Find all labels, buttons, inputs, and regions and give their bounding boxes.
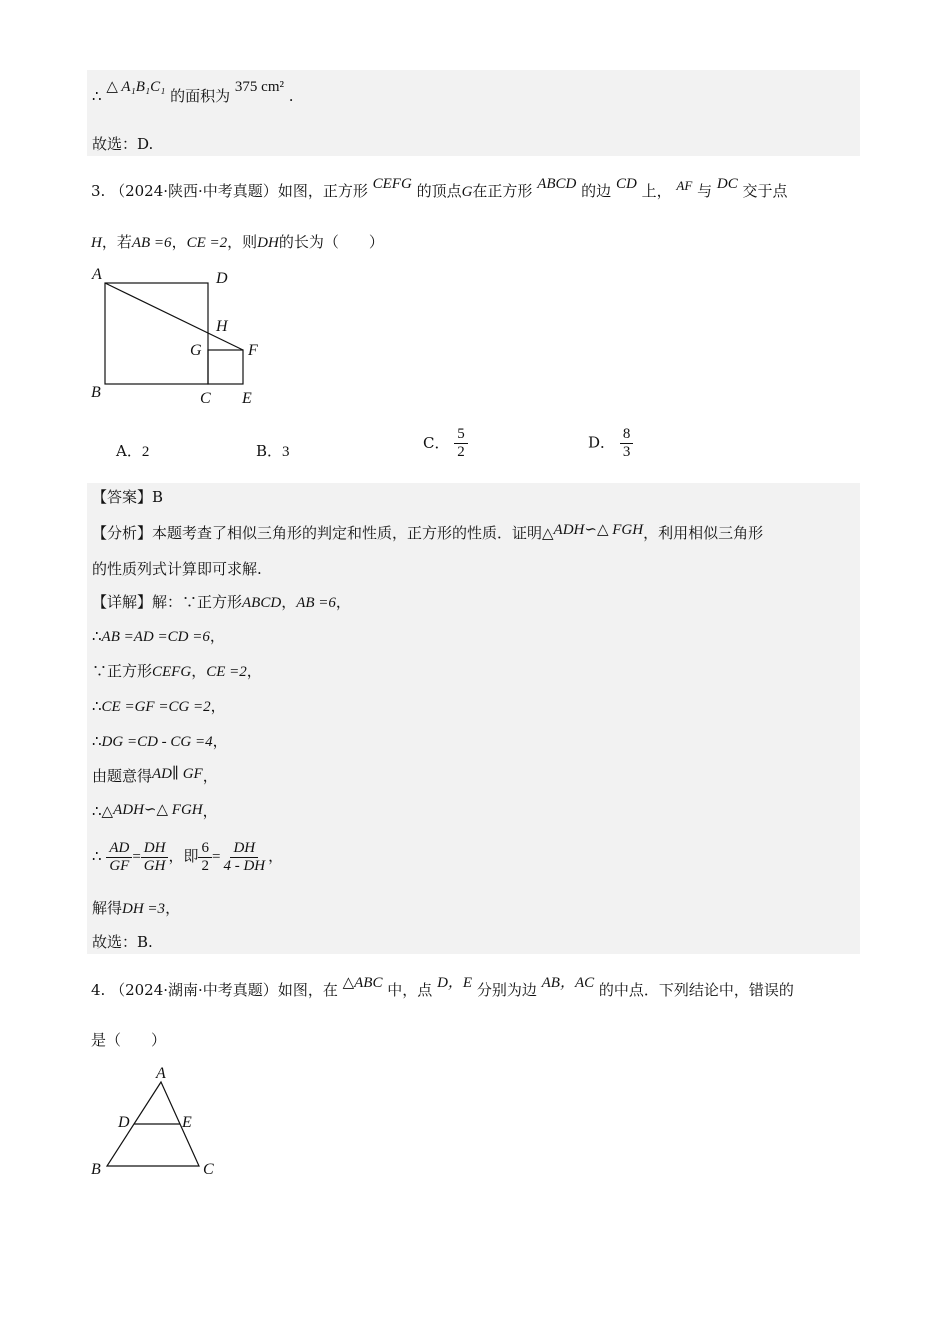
option-value: 3 bbox=[282, 444, 290, 460]
detail-math: CE =2 bbox=[206, 664, 247, 680]
q3-point-g: G bbox=[461, 184, 473, 200]
detail-math: ADH∽△ FGH bbox=[113, 802, 203, 818]
q3-text: 的边 bbox=[581, 182, 612, 200]
q3-square-abcd: ABCD bbox=[537, 176, 577, 192]
label-f: F bbox=[248, 342, 258, 359]
detail-line4 bbox=[92, 696, 226, 717]
detail-text: ， bbox=[212, 732, 228, 750]
detail-line5 bbox=[92, 731, 228, 752]
q3-figure bbox=[85, 262, 275, 412]
segment-af bbox=[105, 283, 243, 350]
square-abcd bbox=[105, 283, 208, 384]
detail-text: ， bbox=[165, 899, 181, 917]
fraction-den: GH bbox=[143, 857, 166, 874]
detail-line1 bbox=[92, 592, 351, 613]
analysis-line2: 的性质列式计算即可求解. bbox=[92, 560, 262, 578]
therefore-symbol: ∴ bbox=[92, 87, 102, 105]
q4-text: 中，点 bbox=[387, 981, 433, 999]
q3-text: 的顶点 bbox=[416, 182, 462, 200]
detail-text: ， bbox=[191, 662, 207, 680]
analysis-text: 【分析】本题考查了相似三角形的判定和性质，正方形的性质．证明△ bbox=[92, 524, 554, 542]
q3-point-h: H bbox=[91, 235, 102, 251]
detail-text: ， bbox=[335, 593, 351, 611]
detail-text: 解得 bbox=[92, 899, 123, 917]
q3-option-d[interactable] bbox=[588, 426, 633, 461]
prev-choice: 故选：D. bbox=[92, 135, 154, 153]
option-fraction bbox=[454, 426, 468, 461]
triangle-name: △ A₁B₁C₁ bbox=[106, 79, 166, 95]
label-b: B bbox=[91, 1161, 101, 1178]
detail-math: CE =GF =CG =2 bbox=[101, 699, 211, 715]
fraction-den: 2 bbox=[457, 444, 465, 460]
option-label: A． bbox=[116, 442, 142, 460]
q3-dh: DH bbox=[257, 235, 279, 251]
q4-number: 4. bbox=[91, 981, 106, 999]
detail-text: ，即 bbox=[168, 847, 199, 865]
detail-text: ， bbox=[202, 802, 218, 820]
detail-text: ∴△ bbox=[92, 802, 114, 820]
detail-math: AB =AD =CD =6 bbox=[101, 629, 210, 645]
q3-ce-value: CE =2 bbox=[186, 235, 228, 251]
q4-figure bbox=[85, 1060, 225, 1185]
fraction-ad-gf bbox=[106, 840, 132, 875]
q4-sides: AB，AC bbox=[541, 975, 595, 991]
fraction-num: DH bbox=[230, 840, 258, 858]
detail-line7 bbox=[92, 801, 218, 822]
detail-text: 【详解】解：∵正方形 bbox=[92, 593, 243, 611]
fraction-den: 2 bbox=[201, 857, 209, 874]
detail-text: ， bbox=[209, 627, 225, 645]
detail-line10: 故选：B. bbox=[92, 933, 153, 951]
q4-source: （2024·湖南·中考真题） bbox=[110, 981, 278, 999]
fraction-num: 6 bbox=[198, 840, 212, 858]
option-value: 2 bbox=[141, 444, 150, 460]
q3-square-cefg: CEFG bbox=[372, 176, 412, 192]
detail-text: ∴ bbox=[92, 847, 102, 865]
q3-solution-box bbox=[87, 483, 860, 954]
detail-text: ， bbox=[246, 662, 262, 680]
q3-text: 交于点 bbox=[742, 182, 788, 200]
label-g: G bbox=[190, 342, 202, 359]
analysis-line1 bbox=[92, 523, 763, 544]
label-c: C bbox=[203, 1161, 214, 1178]
q3-text: 上， bbox=[641, 182, 672, 200]
label-c: C bbox=[200, 390, 211, 407]
analysis-text: ，利用相似三角形 bbox=[643, 524, 764, 542]
detail-math: ABCD bbox=[242, 595, 282, 611]
detail-line8 bbox=[92, 833, 283, 880]
detail-math: DG =CD - CG =4 bbox=[101, 734, 213, 750]
fraction-num: AD bbox=[106, 840, 132, 858]
q3-text: ，则 bbox=[227, 233, 258, 251]
label-e: E bbox=[182, 1114, 192, 1131]
detail-text: ， bbox=[202, 767, 218, 785]
detail-text: ∵正方形 bbox=[92, 662, 153, 680]
detail-math: CEFG bbox=[152, 664, 192, 680]
q3-option-a[interactable] bbox=[116, 440, 149, 461]
period: . bbox=[288, 87, 294, 105]
fraction-num: 5 bbox=[454, 426, 468, 444]
detail-line3 bbox=[92, 661, 262, 682]
detail-text: ∴ bbox=[92, 627, 102, 645]
q3-text: 在正方形 bbox=[472, 182, 533, 200]
detail-line2 bbox=[92, 626, 225, 647]
label-d: D bbox=[118, 1114, 130, 1131]
detail-line9 bbox=[92, 898, 180, 919]
detail-text: 由题意得 bbox=[92, 767, 153, 785]
label-e: E bbox=[242, 390, 252, 407]
q3-ab-value: AB =6 bbox=[131, 235, 172, 251]
fraction-den: 3 bbox=[622, 444, 631, 460]
area-value: 375 cm² bbox=[234, 79, 284, 95]
q3-segment-dc: DC bbox=[716, 176, 738, 192]
option-label: B． bbox=[256, 442, 283, 460]
area-text: 的面积为 bbox=[170, 87, 231, 105]
fraction-den: GF bbox=[109, 857, 130, 874]
fraction-num: 8 bbox=[620, 426, 634, 444]
q3-text: 如图，正方形 bbox=[277, 182, 368, 200]
q4-points-de: D，E bbox=[437, 975, 473, 991]
option-label: D． bbox=[588, 433, 616, 452]
fraction-dh-4-dh bbox=[220, 840, 268, 875]
q3-side-cd: CD bbox=[615, 176, 637, 192]
q3-number: 3. bbox=[91, 182, 106, 200]
q4-line2: 是（ ） bbox=[91, 1031, 167, 1049]
square-cefg bbox=[208, 350, 243, 384]
equals-sign: = bbox=[132, 849, 141, 865]
q3-source: （2024·陕西·中考真题） bbox=[110, 182, 278, 200]
area-line bbox=[92, 79, 294, 107]
fraction-den: 4 - DH bbox=[223, 857, 266, 874]
q3-comma: ， bbox=[171, 233, 187, 251]
detail-text: ， bbox=[281, 593, 297, 611]
q3-segment-af: AF bbox=[676, 178, 693, 193]
detail-math: AB =6 bbox=[296, 595, 336, 611]
q4-text: 分别为边 bbox=[476, 981, 537, 999]
q3-text: ，若 bbox=[101, 233, 132, 251]
label-a: A bbox=[156, 1065, 166, 1082]
fraction-dh-gh bbox=[141, 840, 169, 875]
equals-sign: = bbox=[211, 849, 221, 865]
previous-solution-box bbox=[87, 70, 860, 156]
option-label: C． bbox=[423, 433, 450, 452]
q3-text: 的长为（ ） bbox=[278, 233, 384, 251]
q3-option-b[interactable] bbox=[256, 440, 290, 461]
label-d: D bbox=[216, 270, 228, 287]
option-fraction bbox=[620, 426, 634, 461]
q3-line2 bbox=[91, 232, 384, 253]
q4-line1 bbox=[91, 975, 794, 1001]
q4-text: 的中点．下列结论中，错误的 bbox=[598, 981, 794, 999]
detail-text: ， bbox=[210, 697, 226, 715]
q3-line1 bbox=[91, 176, 788, 202]
detail-math: DH =3 bbox=[122, 901, 166, 917]
detail-text: ∴ bbox=[92, 732, 102, 750]
label-b: B bbox=[91, 384, 101, 401]
detail-math: AD∥ GF bbox=[152, 766, 203, 782]
label-a: A bbox=[92, 266, 102, 283]
q4-text: 如图，在 bbox=[277, 981, 338, 999]
similar-triangles: ADH∽△ FGH bbox=[553, 522, 644, 538]
q3-option-c[interactable] bbox=[423, 426, 468, 461]
detail-text: ， bbox=[268, 847, 284, 865]
detail-line6 bbox=[92, 766, 218, 787]
q3-text: 与 bbox=[697, 182, 713, 200]
fraction-6-2 bbox=[198, 840, 212, 875]
q4-triangle: △ABC bbox=[342, 975, 383, 991]
detail-text: ∴ bbox=[92, 697, 102, 715]
label-h: H bbox=[216, 318, 228, 335]
answer-line: 【答案】B bbox=[92, 488, 164, 506]
fraction-num: DH bbox=[141, 840, 169, 858]
